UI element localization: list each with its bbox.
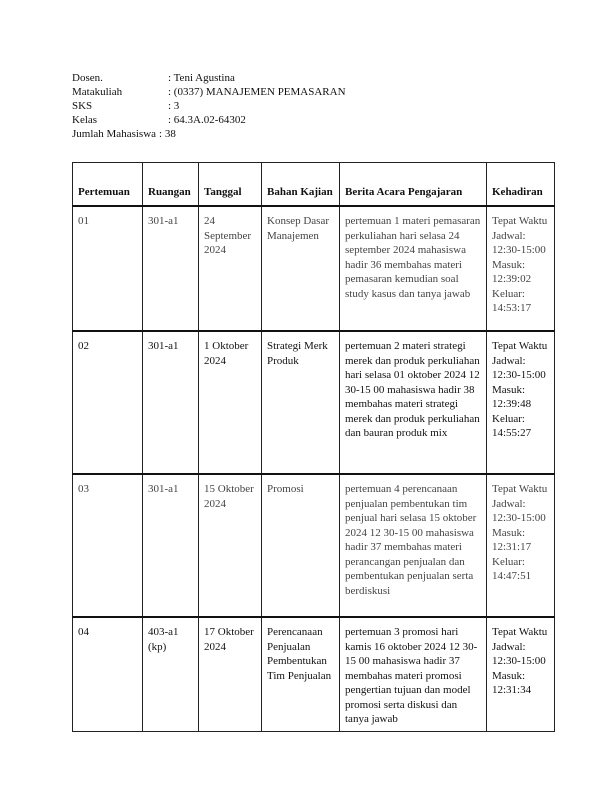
cell-bahan: Strategi Merk Produk xyxy=(262,331,340,474)
cell-kehadiran: Tepat Waktu Jadwal: 12:30-15:00 Masuk: 12:31:34 xyxy=(487,617,555,731)
cell-pertemuan: 03 xyxy=(73,474,143,617)
dosen-value: : Teni Agustina xyxy=(168,72,235,84)
cell-kehadiran: Tepat Waktu Jadwal: 12:30-15:00 Masuk: 12:39:02 Keluar: 14:53:17 xyxy=(487,206,555,331)
col-header-ruangan: Ruangan xyxy=(143,163,199,207)
table-row xyxy=(73,331,555,474)
cell-kehadiran: Tepat Waktu Jadwal: 12:30-15:00 Masuk: 12:39:48 Keluar: 14:55:27 xyxy=(487,331,555,474)
cell-berita: pertemuan 2 materi strategi merek dan produk perkuliahan hari selasa 01 oktober 2024 12 30-15 00 mahasiswa hadir 38 membahas materi strategi merek dan produk perkuliahan dan bauran produk mix xyxy=(340,331,487,474)
cell-kehadiran: Tepat Waktu Jadwal: 12:30-15:00 Masuk: 12:31:17 Keluar: 14:47:51 xyxy=(487,474,555,617)
cell-tanggal: 15 Oktober 2024 xyxy=(199,474,262,617)
header-row-sks xyxy=(72,99,346,113)
table-row xyxy=(73,617,555,731)
col-header-tanggal: Tanggal xyxy=(199,163,262,207)
header-row-jumlah xyxy=(72,127,346,141)
kelas-value: : 64.3A.02-64302 xyxy=(168,114,246,126)
cell-tanggal: 17 Oktober 2024 xyxy=(199,617,262,731)
cell-tanggal: 24 September 2024 xyxy=(199,206,262,331)
matakuliah-label: Matakuliah xyxy=(72,86,123,98)
kelas-label: Kelas xyxy=(72,114,98,126)
jumlah-label: Jumlah Mahasiswa xyxy=(72,128,157,140)
jumlah-value: : 38 xyxy=(159,128,176,140)
sks-value: : 3 xyxy=(168,100,180,112)
col-header-kehadiran: Kehadiran xyxy=(487,163,555,207)
col-header-pertemuan: Pertemuan xyxy=(73,163,143,207)
cell-pertemuan: 01 xyxy=(73,206,143,331)
col-header-bahan: Bahan Kajian xyxy=(262,163,340,207)
table-row xyxy=(73,474,555,617)
cell-berita: pertemuan 3 promosi hari kamis 16 oktober 2024 12 30-15 00 mahasiswa hadir 37 membahas materi promosi pengertian tujuan dan model promosi serta diskusi dan tanya jawab xyxy=(340,617,487,731)
sks-label: SKS xyxy=(72,100,93,112)
cell-ruangan: 301-a1 xyxy=(143,331,199,474)
col-header-berita: Berita Acara Pengajaran xyxy=(340,163,487,207)
cell-ruangan: 403-a1 (kp) xyxy=(143,617,199,731)
cell-pertemuan: 02 xyxy=(73,331,143,474)
cell-bahan: Konsep Dasar Manajemen xyxy=(262,206,340,331)
cell-tanggal: 1 Oktober 2024 xyxy=(199,331,262,474)
cell-ruangan: 301-a1 xyxy=(143,206,199,331)
cell-berita: pertemuan 1 materi pemasaran perkuliahan hari selasa 24 september 2024 mahasiswa hadir 36 membahas materi pemasaran kemudian soal study kasus dan tanya jawab xyxy=(340,206,487,331)
table-row xyxy=(73,206,555,331)
cell-bahan: Perencanaan Penjualan Pembentukan Tim Penjualan xyxy=(262,617,340,731)
matakuliah-value: : (0337) MANAJEMEN PEMASARAN xyxy=(168,86,346,98)
header-row-matakuliah xyxy=(72,85,346,99)
table-header-row xyxy=(73,163,555,207)
cell-berita: pertemuan 4 perencanaan penjualan pembentukan tim penjual hari selasa 15 oktober 2024 12 30-15 00 mahasiswa hadir 37 membahas materi perancangan penjualan dan pembentukan penjualan serta berdiskusi xyxy=(340,474,487,617)
header-row-kelas xyxy=(72,113,346,127)
dosen-label: Dosen. xyxy=(72,72,103,84)
header-row-dosen xyxy=(72,71,346,85)
cell-ruangan: 301-a1 xyxy=(143,474,199,617)
attendance-table xyxy=(72,162,555,732)
cell-bahan: Promosi xyxy=(262,474,340,617)
cell-pertemuan: 04 xyxy=(73,617,143,731)
course-header xyxy=(72,71,346,141)
